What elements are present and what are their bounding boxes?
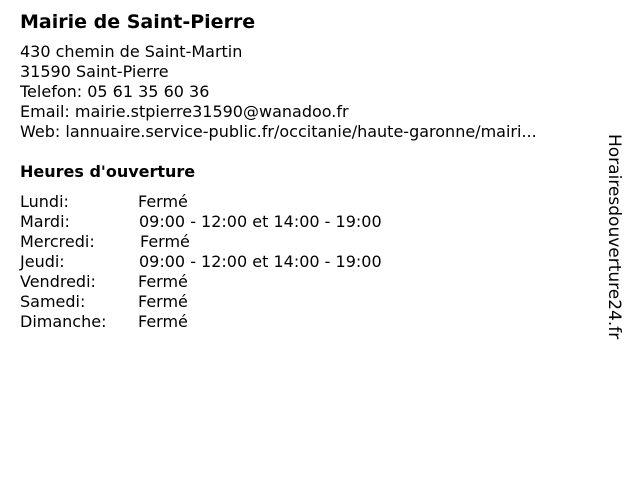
hours-day: Jeudi: — [20, 252, 65, 271]
hours-value: 09:00 - 12:00 et 14:00 - 19:00 — [139, 252, 382, 271]
hours-value: Fermé — [138, 312, 188, 331]
hours-value: Fermé — [138, 272, 188, 291]
watermark-text: Horairesdouverture24.fr — [604, 134, 624, 340]
hours-heading: Heures d'ouverture — [20, 162, 196, 181]
hours-row-dimanche — [20, 312, 610, 332]
hours-day: Lundi: — [20, 192, 69, 211]
phone-line — [20, 82, 610, 102]
hours-row-samedi — [20, 292, 610, 312]
hours-value: Fermé — [138, 192, 188, 211]
hours-day: Mercredi: — [20, 232, 95, 251]
hours-row-lundi — [20, 192, 610, 212]
address-city: 31590 Saint-Pierre — [20, 62, 169, 81]
web-line — [20, 122, 610, 142]
hours-value: Fermé — [138, 292, 188, 311]
phone-link[interactable]: 05 61 35 60 36 — [87, 82, 210, 101]
hours-list — [20, 192, 610, 332]
hours-value: 09:00 - 12:00 et 14:00 - 19:00 — [139, 212, 382, 231]
hours-row-mercredi — [20, 232, 610, 252]
page-title: Mairie de Saint-Pierre — [20, 11, 256, 33]
hours-day: Vendredi: — [20, 272, 96, 291]
hours-day: Dimanche: — [20, 312, 107, 331]
email-line — [20, 102, 610, 122]
hours-row-jeudi — [20, 252, 610, 272]
hours-day: Samedi: — [20, 292, 86, 311]
phone-label: Telefon: — [20, 82, 83, 101]
web-label: Web: — [20, 122, 61, 141]
web-link[interactable]: lannuaire.service-public.fr/occitanie/haute-garonne/mairi... — [65, 122, 537, 141]
address-street: 430 chemin de Saint-Martin — [20, 42, 243, 61]
email-label: Email: — [20, 102, 70, 121]
hours-row-vendredi — [20, 272, 610, 292]
hours-value: Fermé — [140, 232, 190, 251]
business-card — [20, 10, 610, 332]
hours-row-mardi — [20, 212, 610, 232]
email-link[interactable]: mairie.stpierre31590@wanadoo.fr — [74, 102, 349, 121]
hours-day: Mardi: — [20, 212, 70, 231]
